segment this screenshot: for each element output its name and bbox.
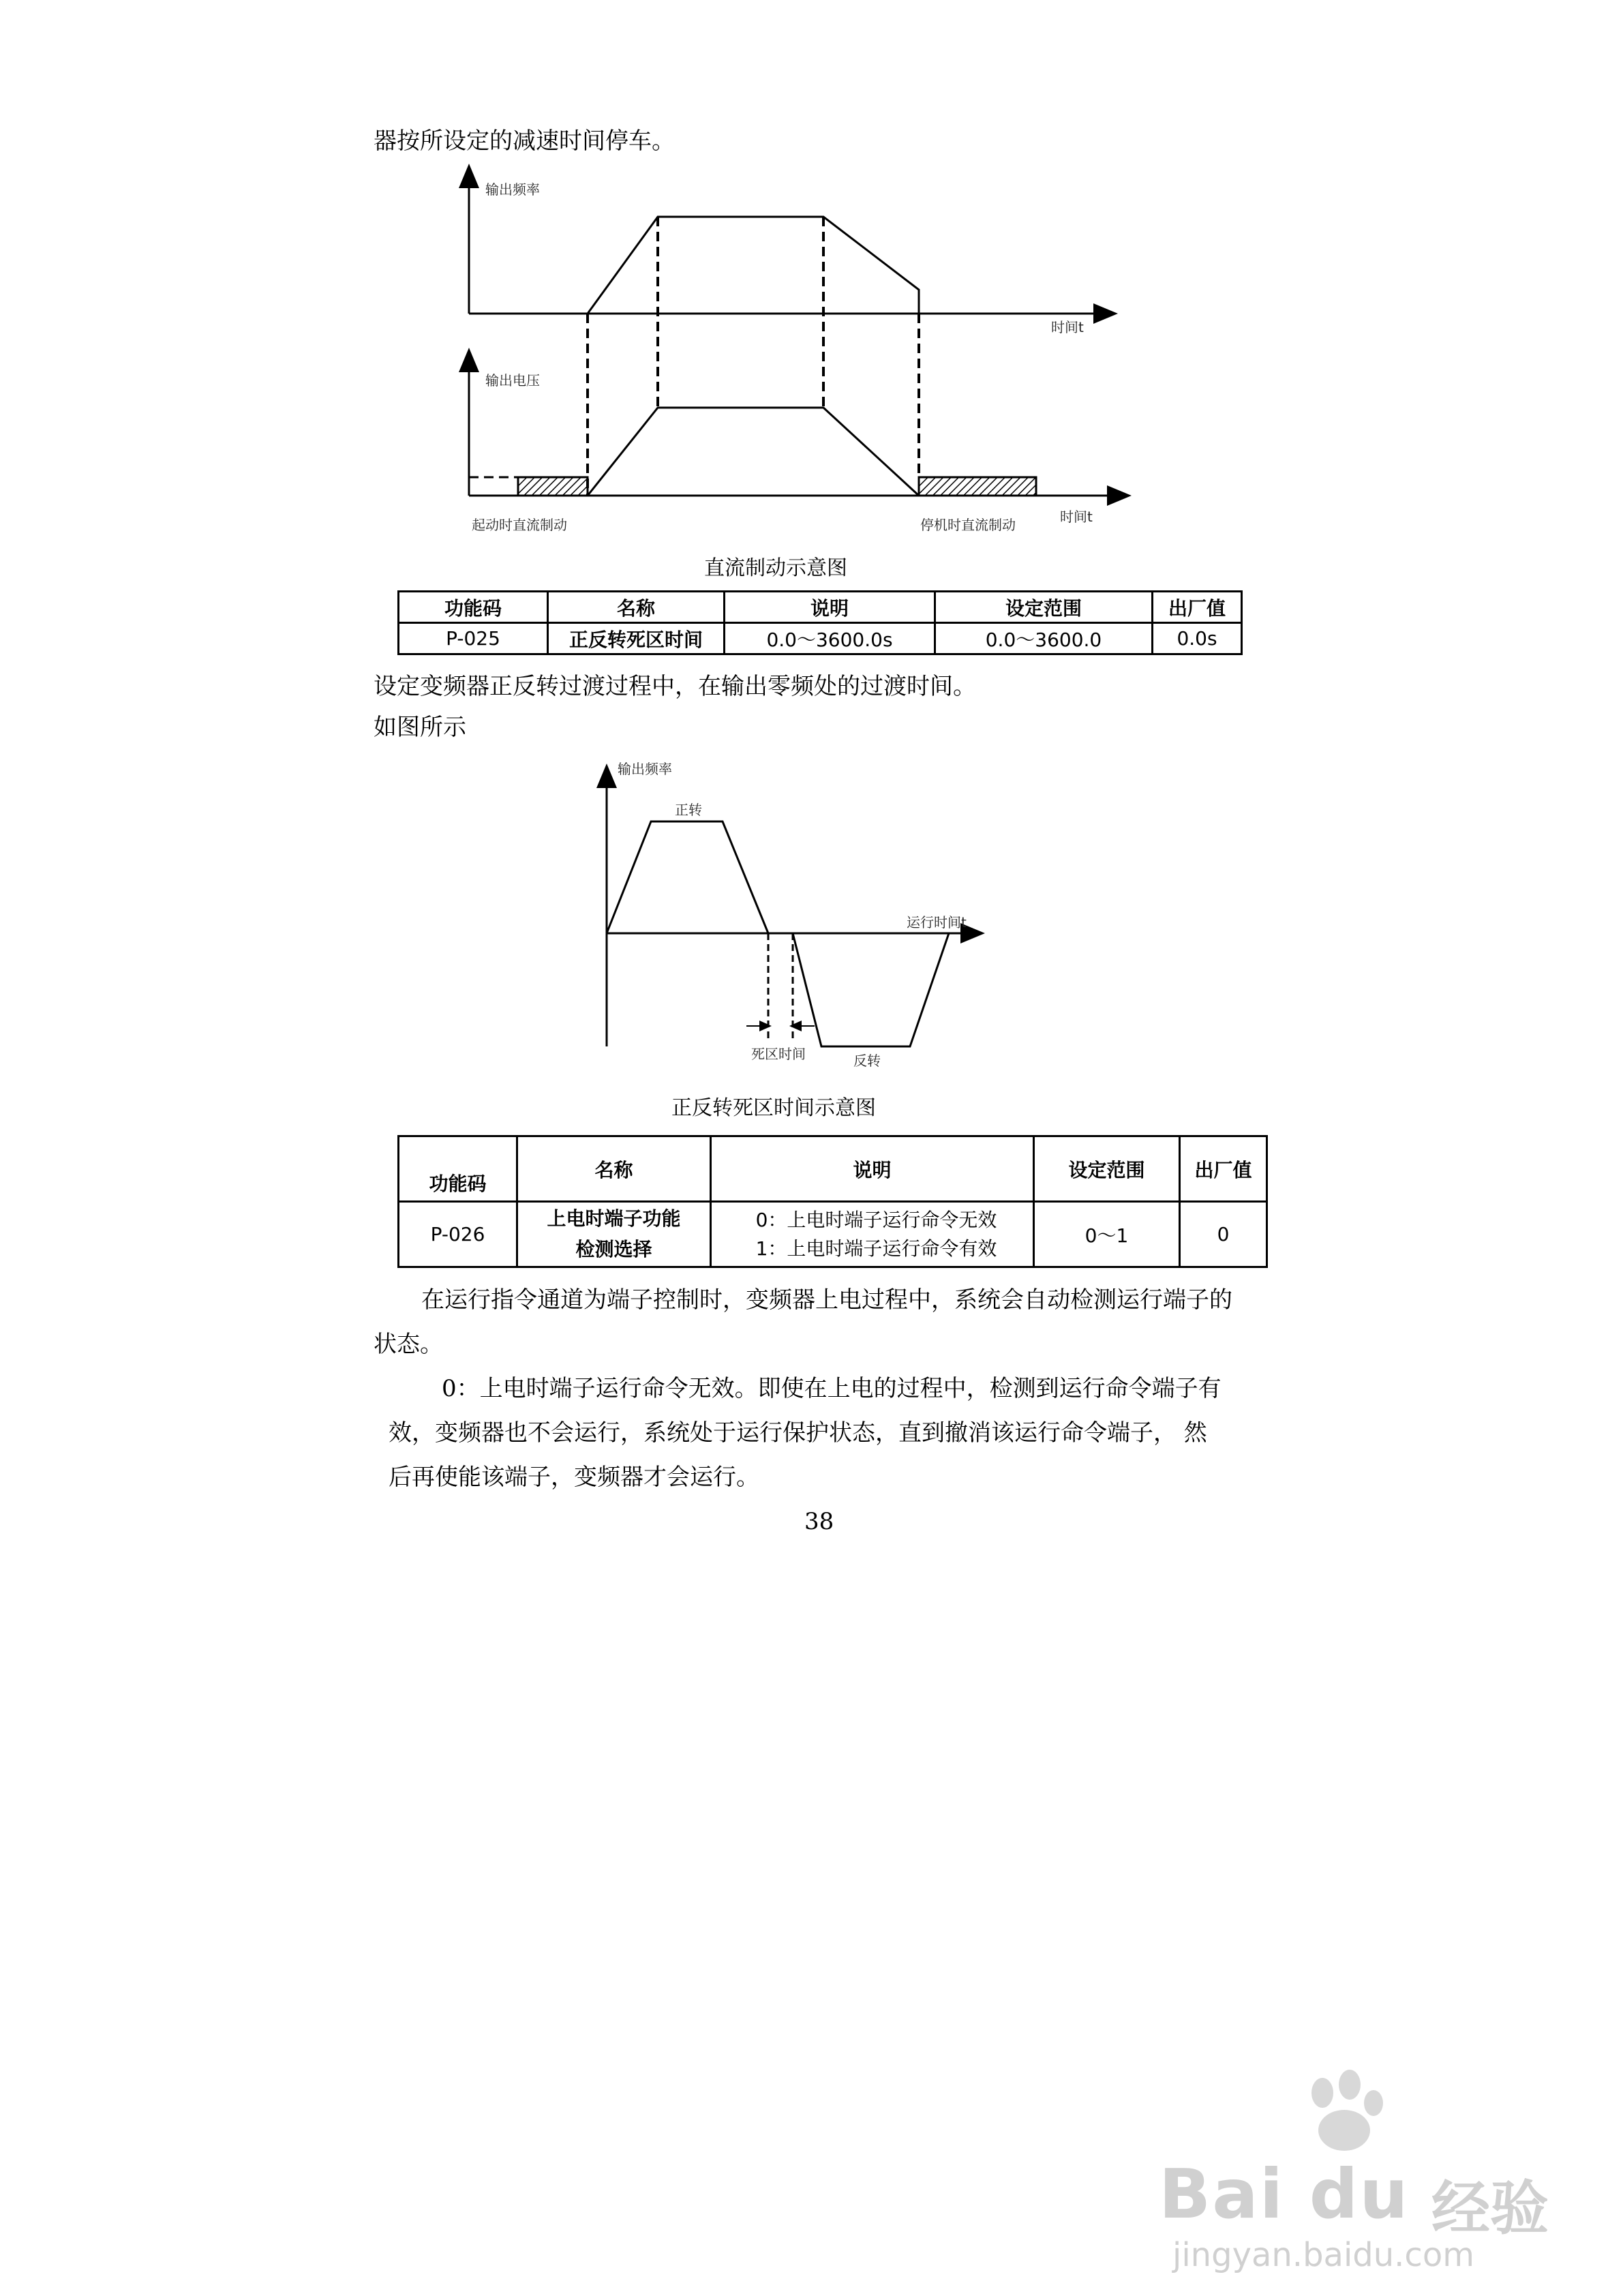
para-terminal-detect-l1: 在运行指令通道为端子控制时，变频器上电过程中，系统会自动检测运行端子的 xyxy=(421,1286,1232,1314)
option-1: 1：上电时端子运行命令有效 xyxy=(755,1237,997,1260)
baidu-watermark xyxy=(1159,2066,1595,2274)
para-deadzone-description: 设定变频器正反转过渡过程中，在输出零频处的过渡时间。 xyxy=(374,673,976,700)
reverse-label: 反转 xyxy=(853,1053,881,1069)
param-table-p026 xyxy=(397,1135,1268,1268)
stop-brake-label: 停机时直流制动 xyxy=(920,517,1016,533)
watermark-url: jingyan.baidu.com xyxy=(1172,2236,1474,2274)
param-table-p025 xyxy=(397,590,1243,655)
cell-name-2 xyxy=(517,1202,711,1267)
stop-brake-block xyxy=(919,477,1036,496)
name-line2: 检测选择 xyxy=(575,1237,652,1260)
deadzone-diagram xyxy=(586,753,995,1081)
deadzone-label: 死区时间 xyxy=(751,1046,806,1062)
header-range-2: 设定范围 xyxy=(1034,1136,1180,1202)
header-default-2: 出厂值 xyxy=(1180,1136,1267,1202)
para-option0-l2: 效，变频器也不会运行，系统处于运行保护状态，直到撤消该运行命令端子， 然 xyxy=(389,1419,1207,1447)
header-description: 说明 xyxy=(725,592,935,623)
time-axis-label-bottom: 时间t xyxy=(1060,509,1093,525)
header-default: 出厂值 xyxy=(1153,592,1242,623)
option-0: 0：上电时端子运行命令无效 xyxy=(755,1208,997,1231)
name-line1: 上电时端子功能 xyxy=(547,1207,681,1230)
dc-braking-diagram xyxy=(450,160,1132,556)
cell-default-2: 0 xyxy=(1180,1202,1267,1267)
time-axis-label-top: 时间t xyxy=(1051,319,1084,335)
time-axis-label-2: 运行时间t xyxy=(907,914,967,931)
header-description-2: 说明 xyxy=(711,1136,1034,1202)
cell-range: 0.0～3600.0 xyxy=(935,623,1153,654)
diagram1-caption: 直流制动示意图 xyxy=(704,556,847,580)
freq-axis-label-2: 输出频率 xyxy=(618,761,672,777)
frequency-curve xyxy=(588,217,919,314)
page-number: 38 xyxy=(804,1508,834,1535)
para-terminal-detect-l2: 状态。 xyxy=(374,1331,443,1358)
cell-range-2: 0～1 xyxy=(1034,1202,1180,1267)
paw-logo-icon xyxy=(1295,2066,1391,2161)
voltage-curve xyxy=(588,408,919,496)
para-as-shown: 如图所示 xyxy=(374,714,466,741)
cell-code-2: P-026 xyxy=(399,1202,517,1267)
cell-name: 正反转死区时间 xyxy=(548,623,725,654)
forward-curve xyxy=(607,821,768,933)
voltage-axis-label: 输出电压 xyxy=(485,372,540,389)
freq-axis-label: 输出频率 xyxy=(485,181,540,198)
header-range: 设定范围 xyxy=(935,592,1153,623)
forward-label: 正转 xyxy=(675,802,702,818)
diagram2-caption: 正反转死区时间示意图 xyxy=(671,1096,876,1120)
cell-code: P-025 xyxy=(399,623,548,654)
reverse-curve xyxy=(793,933,949,1046)
cell-description-2 xyxy=(711,1202,1034,1267)
header-code: 功能码 xyxy=(399,592,548,623)
cell-default: 0.0s xyxy=(1153,623,1242,654)
para-option0-l3: 后再使能该端子，变频器才会运行。 xyxy=(389,1464,759,1491)
watermark-brand: Bai du xyxy=(1159,2154,1410,2234)
start-brake-label: 起动时直流制动 xyxy=(472,517,567,533)
header-name: 名称 xyxy=(548,592,725,623)
header-name-2: 名称 xyxy=(517,1136,711,1202)
para-option0-l1: 0：上电时端子运行命令无效。即使在上电的过程中，检测到运行命令端子有 xyxy=(442,1375,1222,1402)
intro-line: 器按所设定的减速时间停车。 xyxy=(374,127,675,155)
header-code-2: 功能码 xyxy=(399,1136,517,1202)
start-brake-block xyxy=(518,477,588,496)
cell-description: 0.0～3600.0s xyxy=(725,623,935,654)
watermark-brand-cn: 经验 xyxy=(1431,2175,1549,2243)
